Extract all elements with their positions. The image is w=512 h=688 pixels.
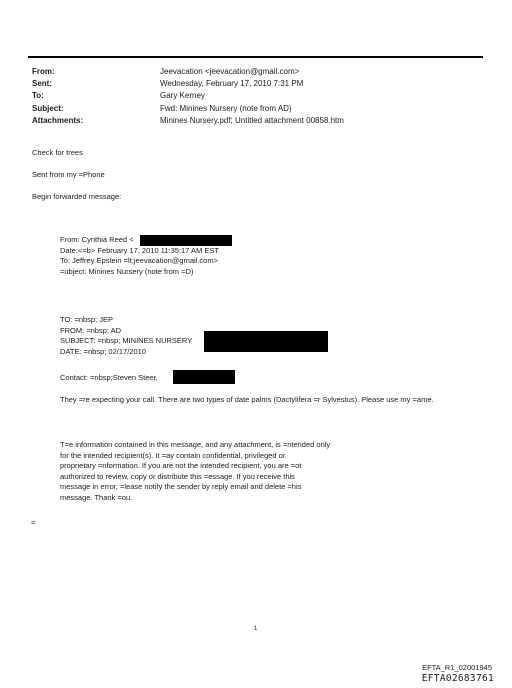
- header-label: To:: [32, 91, 44, 101]
- memo-to: TO: =nbsp; JEP: [60, 315, 114, 324]
- confidentiality-line: message in error, =lease notify the sender by reply email and delete =his: [60, 482, 302, 492]
- trailing-equals: =: [31, 518, 36, 527]
- memo-date: DATE: =nbsp; 02/17/2010: [60, 346, 146, 356]
- email-header: [32, 66, 344, 127]
- forwarded-date: Date:<=b> February 17, 2010 11:35:17 AM EST: [60, 245, 219, 255]
- header-row-sent: [32, 78, 344, 90]
- confidentiality-line: proprietary =nformation. If you are not the intended recipient, you are =ot: [60, 461, 302, 471]
- efta-large-id: EFTA02683761: [421, 673, 494, 684]
- forwarded-to: To: Jeffrey Epstein =lt;jeevacation@gmail.com>: [60, 256, 218, 266]
- body-line-check-trees: Check for trees: [32, 148, 83, 157]
- confidentiality-line: authorized to review, copy or distribute this =essage. If you receive this: [60, 471, 295, 481]
- memo-subject: SUBJECT: =nbsp; MININES NURSERY: [60, 336, 193, 346]
- header-label: Subject:: [32, 103, 64, 113]
- header-value: Gary Kerney: [160, 91, 205, 101]
- forwarded-from: From: Cynthia Reed <: [60, 235, 134, 244]
- body-line-begin-forwarded: Begin forwarded message:: [32, 192, 122, 201]
- contact-line: Contact: =nbsp;Steven Steer,: [60, 373, 158, 382]
- expecting-call-line: They =re expecting your call. There are two types of date palms (Dactylifera =r Sylvestus). Please use my =ame.: [60, 395, 434, 404]
- header-value: Wednesday, February 17, 2010 7:31 PM: [160, 79, 304, 89]
- confidentiality-line: T=e information contained in this message, and any attachment, is =ntended only: [60, 440, 331, 449]
- header-row-from: [32, 66, 344, 78]
- header-rule: [28, 56, 483, 58]
- confidentiality-notice: [60, 440, 330, 504]
- header-row-attachments: [32, 115, 344, 127]
- header-label: Attachments:: [32, 115, 84, 125]
- header-value: Fwd: Minines Nursery (note from AD): [160, 103, 292, 113]
- body-line-sent-from: Sent from my =Phone: [32, 170, 105, 179]
- redaction-box: [204, 331, 328, 352]
- efta-small-id: EFTA_R1_02001945: [422, 663, 492, 672]
- header-row-to: [32, 90, 344, 102]
- redaction-box: [173, 370, 235, 384]
- memo-from: FROM: =nbsp; AD: [60, 325, 122, 335]
- redaction-box: [140, 235, 232, 246]
- header-row-subject: [32, 103, 344, 115]
- header-value: Minines Nursery.pdf; Untitled attachment 00858.htm: [160, 115, 344, 125]
- header-value: Jeevacation <jeevacation@gmail.com>: [160, 67, 300, 76]
- page-number: 1: [254, 626, 258, 632]
- confidentiality-line: message. Thank =ou.: [60, 492, 133, 502]
- forwarded-subject: =ubject: Minines Nursery (note from =D): [60, 266, 194, 276]
- memo-header: [60, 315, 192, 357]
- header-label: Sent:: [32, 79, 52, 89]
- confidentiality-line: for the intended recipient(s). It =ay contain confidential, privileged or: [60, 450, 286, 460]
- header-label: From:: [32, 67, 55, 76]
